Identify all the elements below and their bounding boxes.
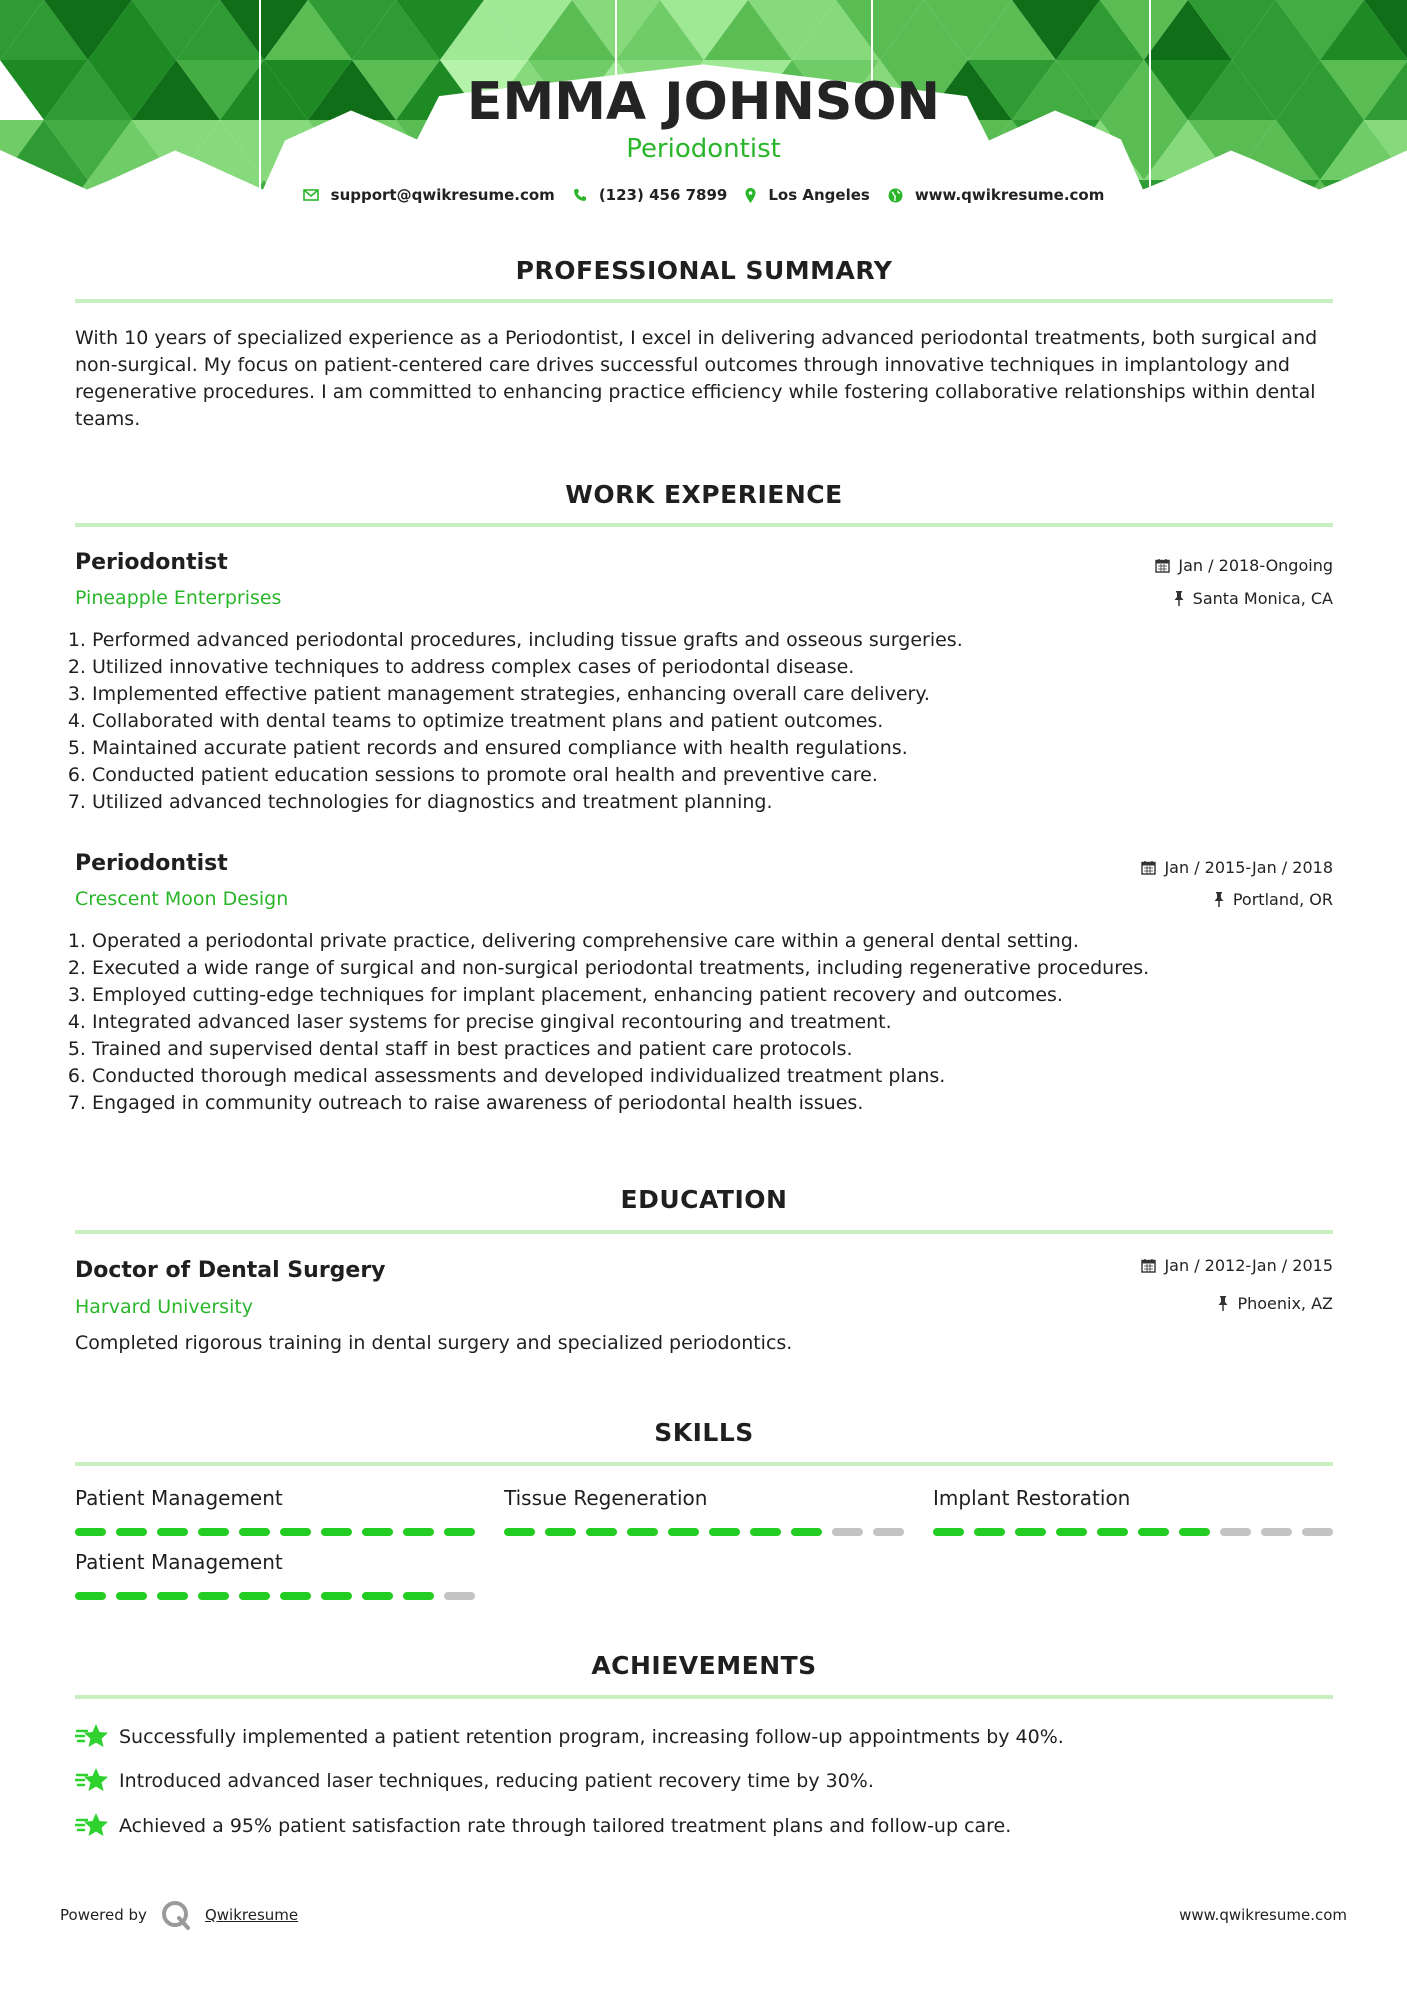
skill-item	[504, 1486, 904, 1536]
education-location-text: Phoenix, AZ	[1237, 1294, 1333, 1313]
job-dates	[1155, 556, 1333, 575]
powered-by-label: Powered by	[60, 1906, 147, 1924]
skill-segment-filled	[280, 1528, 311, 1536]
duty-item: 4. Integrated advanced laser systems for precise gingival recontouring and treatment.	[92, 1009, 1372, 1036]
calendar-icon	[1155, 558, 1170, 573]
duty-item: 4. Collaborated with dental teams to optimize treatment plans and patient outcomes.	[92, 708, 1372, 735]
skill-segment-filled	[198, 1592, 229, 1600]
skill-segment-filled	[157, 1528, 188, 1536]
achievement-item	[75, 1722, 1064, 1752]
job-duties	[54, 928, 1372, 1117]
skill-segment-filled	[403, 1592, 434, 1600]
skill-level-bar	[75, 1592, 475, 1600]
skill-segment-empty	[444, 1592, 475, 1600]
pushpin-icon	[1173, 591, 1185, 606]
skill-name: Tissue Regeneration	[504, 1486, 708, 1510]
calendar-icon	[1141, 1258, 1156, 1273]
skill-level-bar	[933, 1528, 1333, 1536]
skill-segment-filled	[321, 1528, 352, 1536]
envelope-icon	[303, 189, 319, 201]
skill-level-bar	[504, 1528, 904, 1536]
phone-text: (123) 456 7899	[598, 186, 728, 204]
job-location-text: Santa Monica, CA	[1192, 589, 1333, 608]
summary-text: With 10 years of specialized experience as a Periodontist, I excel in delivering advanced periodontal treatments, both surgical and non-surgical. My focus on patient-centered care drives successful outcomes through innovative techniques in implantology and regenerative procedures. I am committed to enhancing practice efficiency while fostering collaborative relationships within dental teams.	[75, 327, 1318, 430]
email-text: support@qwikresume.com	[330, 186, 555, 204]
location-text: Los Angeles	[768, 186, 870, 204]
contact-phone[interactable]	[573, 186, 728, 204]
job-location	[1173, 589, 1333, 608]
achievement-item	[75, 1811, 1011, 1841]
skill-segment-filled	[1179, 1528, 1210, 1536]
job-dates-text: Jan / 2015-Jan / 2018	[1164, 858, 1333, 877]
footer-website[interactable]: www.qwikresume.com	[1179, 1906, 1347, 1924]
duty-item: 5. Maintained accurate patient records and ensured compliance with health regulations.	[92, 735, 1372, 762]
job-title: Periodontist	[75, 550, 228, 575]
duty-item: 6. Conducted thorough medical assessments and developed individualized treatment plans.	[92, 1063, 1372, 1090]
skill-item	[75, 1486, 475, 1536]
skill-segment-filled	[362, 1592, 393, 1600]
skill-segment-empty	[832, 1528, 863, 1536]
skills-divider	[75, 1462, 1333, 1466]
duty-item: 7. Utilized advanced technologies for diagnostics and treatment planning.	[92, 789, 1372, 816]
skill-name: Patient Management	[75, 1486, 283, 1510]
achievement-text: Achieved a 95% patient satisfaction rate through tailored treatment plans and follow-up care.	[119, 1815, 1012, 1837]
education-heading: EDUCATION	[620, 1185, 788, 1214]
skill-segment-filled	[504, 1528, 535, 1536]
contact-email[interactable]	[303, 186, 555, 204]
education-location	[1217, 1294, 1333, 1313]
phone-icon	[573, 188, 587, 202]
duty-item: 7. Engaged in community outreach to raise awareness of periodontal health issues.	[92, 1090, 1372, 1117]
job-company: Pineapple Enterprises	[75, 587, 282, 609]
skill-segment-filled	[933, 1528, 964, 1536]
school-name: Harvard University	[75, 1296, 254, 1318]
skill-segment-empty	[1220, 1528, 1251, 1536]
skill-segment-filled	[974, 1528, 1005, 1536]
skill-level-bar	[75, 1528, 475, 1536]
skill-segment-filled	[321, 1592, 352, 1600]
skill-segment-filled	[709, 1528, 740, 1536]
skill-segment-filled	[586, 1528, 617, 1536]
skill-segment-filled	[75, 1528, 106, 1536]
pushpin-icon	[1213, 892, 1225, 907]
degree-title: Doctor of Dental Surgery	[75, 1258, 386, 1283]
skill-segment-filled	[1097, 1528, 1128, 1536]
skill-segment-empty	[1302, 1528, 1333, 1536]
pushpin-icon	[1217, 1296, 1229, 1311]
skill-segment-filled	[362, 1528, 393, 1536]
star-icon	[75, 1811, 109, 1841]
duty-item: 6. Conducted patient education sessions to promote oral health and preventive care.	[92, 762, 1372, 789]
education-description: Completed rigorous training in dental surgery and specialized periodontics.	[75, 1332, 793, 1354]
experience-divider	[75, 523, 1333, 527]
skill-item	[933, 1486, 1333, 1536]
duty-item: 5. Trained and supervised dental staff in best practices and patient care protocols.	[92, 1036, 1372, 1063]
skill-segment-filled	[545, 1528, 576, 1536]
skills-heading: SKILLS	[654, 1418, 754, 1447]
skill-segment-filled	[1056, 1528, 1087, 1536]
skill-segment-filled	[444, 1528, 475, 1536]
skill-item	[75, 1550, 475, 1600]
experience-heading: WORK EXPERIENCE	[565, 480, 843, 509]
achievement-item	[75, 1766, 874, 1796]
skill-segment-empty	[1261, 1528, 1292, 1536]
skill-name: Patient Management	[75, 1550, 283, 1574]
job-location-text: Portland, OR	[1232, 890, 1333, 909]
summary-divider	[75, 299, 1333, 303]
calendar-icon	[1141, 860, 1156, 875]
skill-segment-filled	[198, 1528, 229, 1536]
job-location	[1213, 890, 1333, 909]
education-divider	[75, 1230, 1333, 1234]
achievements-divider	[75, 1695, 1333, 1699]
job-company: Crescent Moon Design	[75, 888, 289, 910]
duty-item: 3. Implemented effective patient management strategies, enhancing overall care delivery.	[92, 681, 1372, 708]
star-icon	[75, 1766, 109, 1796]
skill-segment-empty	[873, 1528, 904, 1536]
skill-segment-filled	[1015, 1528, 1046, 1536]
education-dates	[1141, 1256, 1333, 1275]
job-dates	[1141, 858, 1333, 877]
skill-segment-filled	[791, 1528, 822, 1536]
education-dates-text: Jan / 2012-Jan / 2015	[1164, 1256, 1333, 1275]
summary-heading: PROFESSIONAL SUMMARY	[515, 256, 893, 285]
duty-item: 2. Executed a wide range of surgical and non-surgical periodontal treatments, including regenerative procedures.	[92, 955, 1372, 982]
job-duties	[54, 627, 1372, 816]
skill-segment-filled	[280, 1592, 311, 1600]
brand-link[interactable]: Qwikresume	[204, 1906, 299, 1924]
job-dates-text: Jan / 2018-Ongoing	[1178, 556, 1333, 575]
skill-segment-filled	[239, 1592, 270, 1600]
skill-segment-filled	[750, 1528, 781, 1536]
skill-segment-filled	[116, 1528, 147, 1536]
map-pin-icon	[745, 188, 756, 203]
skill-segment-filled	[627, 1528, 658, 1536]
contact-location	[745, 186, 869, 204]
website-text: www.qwikresume.com	[914, 186, 1105, 204]
duty-item: 1. Operated a periodontal private practice, delivering comprehensive care within a general dental setting.	[92, 928, 1372, 955]
skill-segment-filled	[1138, 1528, 1169, 1536]
achievement-text: Successfully implemented a patient retention program, increasing follow-up appointments by 40%.	[119, 1726, 1064, 1748]
skill-segment-filled	[75, 1592, 106, 1600]
skill-segment-filled	[668, 1528, 699, 1536]
duty-item: 2. Utilized innovative techniques to address complex cases of periodontal disease.	[92, 654, 1372, 681]
duty-item: 3. Employed cutting-edge techniques for implant placement, enhancing patient recovery and outcomes.	[92, 982, 1372, 1009]
achievement-text: Introduced advanced laser techniques, reducing patient recovery time by 30%.	[119, 1770, 874, 1792]
qwikresume-logo-icon	[161, 1900, 191, 1930]
star-icon	[75, 1722, 109, 1752]
contact-bar	[0, 186, 1407, 204]
contact-website[interactable]	[888, 186, 1105, 204]
skill-segment-filled	[116, 1592, 147, 1600]
skill-segment-filled	[157, 1592, 188, 1600]
skill-segment-filled	[403, 1528, 434, 1536]
duty-item: 1. Performed advanced periodontal procedures, including tissue grafts and osseous surgeries.	[92, 627, 1372, 654]
achievements-heading: ACHIEVEMENTS	[591, 1651, 817, 1680]
skill-name: Implant Restoration	[933, 1486, 1131, 1510]
candidate-name: EMMA JOHNSON	[466, 72, 941, 132]
candidate-role: Periodontist	[626, 134, 781, 164]
footer-powered-by	[60, 1900, 298, 1930]
job-title: Periodontist	[75, 851, 228, 876]
globe-icon	[888, 188, 903, 203]
skill-segment-filled	[239, 1528, 270, 1536]
